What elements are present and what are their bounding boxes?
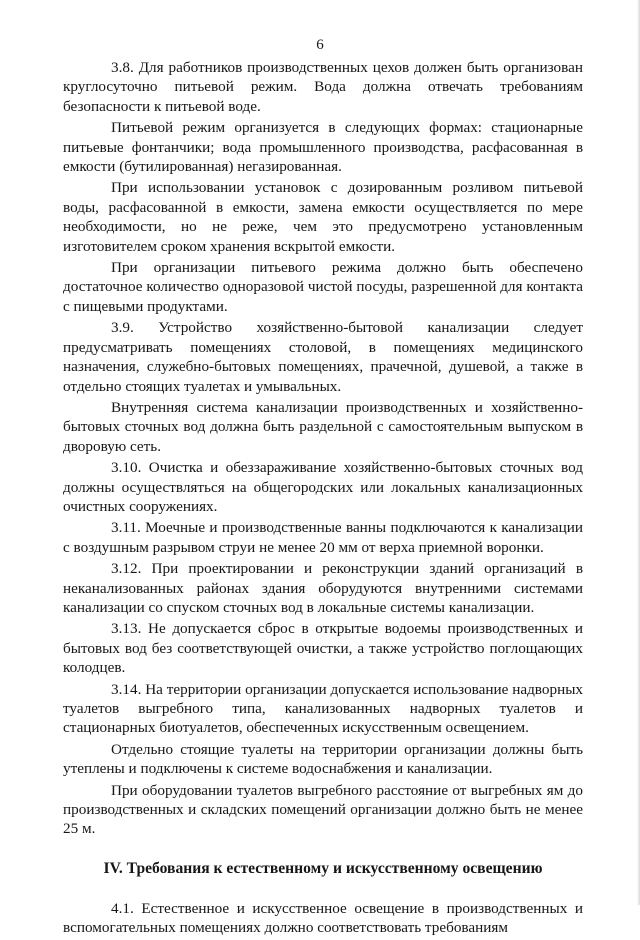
paragraph-3-11: 3.11. Моечные и производственные ванны подключаются к канализации с воздушным разрывом струи не менее 20 мм от верха приемной воронки. xyxy=(63,519,583,556)
paragraph-cesspit-distance: При оборудовании туалетов выгребного расстояние от выгребных ям до производственных и складских помещений организации должно быть не менее 25 м. xyxy=(63,781,583,838)
section-heading: IV. Требования к естественному и искусственному освещению xyxy=(103,859,543,877)
paragraph-3-12: 3.12. При проектировании и реконструкции зданий организаций в неканализованных районах здания оборудуются внутренними системами канализации со спуском сточных вод в локальные системы канализации. xyxy=(63,560,583,616)
paragraph-disposable-dishes: При организации питьевого режима должно быть обеспечено достаточное количество одноразовой чистой посуды, разрешенной для контакта с пищевыми продуктами. xyxy=(63,259,583,315)
document-body xyxy=(63,58,583,940)
paragraph-3-8: 3.8. Для работников производственных цехов должен быть организован круглосуточно питьевой режим. Вода должна отвечать требованиям безопасности к питьевой воде. xyxy=(63,59,583,115)
paragraph-3-14: 3.14. На территории организации допускается использование надворных туалетов выгребного типа, канализованных надворных туалетов и стационарных биотуалетов, обеспеченных искусственным освещением. xyxy=(63,680,583,737)
paragraph-drinking-regime-forms: Питьевой режим организуется в следующих формах: стационарные питьевые фонтанчики; вода промышленного производства, расфасованная в емкости (бутилированная) негазированная. xyxy=(63,119,583,176)
paragraph-4-1: 4.1. Естественное и искусственное освещение в производственных и вспомогательных помещениях должно соответствовать требованиям xyxy=(63,899,583,937)
paragraph-internal-sewerage: Внутренняя система канализации производственных и хозяйственно-бытовых сточных вод должна быть раздельной с самостоятельным выпуском в дворовую сеть. xyxy=(63,398,583,455)
paragraph-3-10: 3.10. Очистка и обеззараживание хозяйственно-бытовых сточных вод должны осуществляться на общегородских или локальных канализационных очистных сооружениях. xyxy=(63,459,583,515)
paragraph-3-13: 3.13. Не допускается сброс в открытые водоемы производственных и бытовых вод без соответствующей очистки, а также устройство поглощающих колодцев. xyxy=(63,620,583,677)
paragraph-standalone-toilets: Отдельно стоящие туалеты на территории организации должны быть утеплены и подключены к системе водоснабжения и канализации. xyxy=(63,740,583,778)
paragraph-3-9: 3.9. Устройство хозяйственно-бытовой канализации следует предусматривать помещениях столовой, в помещениях медицинского назначения, служебно-бытовых помещениях, прачечной, душевой, а также в отдельно стоящих туалетах и умывальных. xyxy=(63,319,583,395)
page-number: 6 xyxy=(316,37,324,53)
paragraph-dispensing-units: При использовании установок с дозированным розливом питьевой воды, расфасованной в емкости, замена емкости осуществляется по мере необходимости, но не реже, чем это предусмотрено установленным изготовителем сроком хранения вскрытой емкости. xyxy=(63,179,583,255)
